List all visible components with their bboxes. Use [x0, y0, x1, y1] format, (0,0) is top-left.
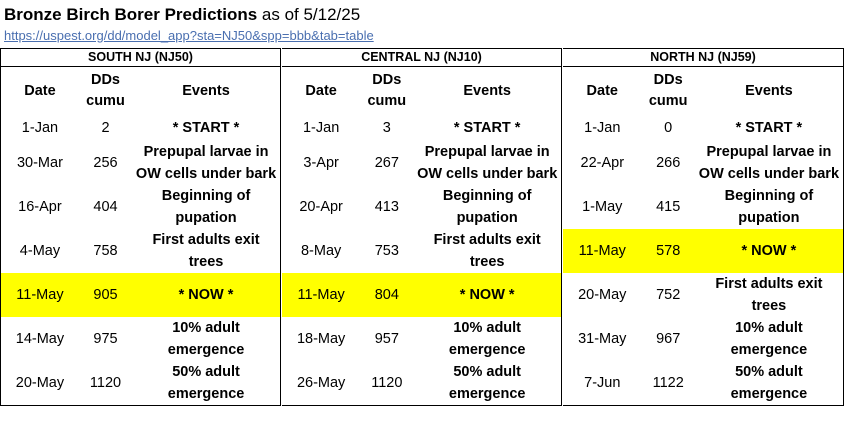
event-line1: Beginning of [724, 188, 814, 204]
event-line1: Beginning of [161, 188, 251, 204]
date-cell: 11-May [1, 273, 79, 317]
event-cell [695, 115, 844, 141]
event-line1: Prepupal larvae in [424, 144, 550, 160]
degree-days-cell: 975 [93, 331, 118, 347]
event-cell [695, 361, 844, 406]
dds-header-line1: DDs [653, 72, 683, 88]
dds-column-header [642, 67, 695, 116]
event-cell [132, 361, 280, 406]
table-row [1, 317, 281, 361]
event-line2: OW cells under bark [417, 166, 558, 182]
dds-column-header [79, 67, 132, 116]
table-row [1, 361, 281, 406]
event-line2: emergence [730, 342, 808, 358]
date-cell: 14-May [15, 331, 65, 347]
event-cell [413, 115, 561, 141]
event-line1: 50% adult [172, 364, 240, 380]
event-line1: * START * [453, 120, 521, 136]
event-cell [132, 185, 280, 229]
table-row [1, 229, 281, 273]
event-line1: * NOW * [178, 287, 234, 303]
degree-days-cell: 0 [664, 120, 673, 136]
date-cell: 20-Apr [299, 199, 343, 215]
event-line1: * START * [735, 120, 803, 136]
event-cell [413, 317, 561, 361]
date-cell: 20-May [15, 375, 65, 391]
date-cell: 4-May [19, 243, 61, 259]
date-cell: 11-May [282, 273, 360, 317]
table-row [563, 141, 844, 185]
date-column-header: Date [586, 82, 618, 99]
region-header: NORTH NJ (NJ59) [563, 49, 844, 67]
event-cell [132, 141, 280, 185]
table-row [282, 273, 562, 317]
table-row [282, 361, 562, 406]
table-row [282, 115, 562, 141]
table-row [1, 273, 281, 317]
event-line1: * NOW * [459, 287, 515, 303]
date-cell: 22-Apr [580, 155, 625, 171]
date-cell: 8-May [300, 243, 342, 259]
event-cell [413, 185, 561, 229]
degree-days-cell: 967 [656, 331, 681, 347]
date-cell: 1-May [582, 199, 623, 215]
table-row [563, 273, 844, 317]
event-cell [695, 185, 844, 229]
page-title [4, 5, 360, 25]
table-row [1, 115, 281, 141]
event-line2: pupation [175, 210, 237, 226]
degree-days-cell: 758 [93, 243, 118, 259]
table-row [563, 317, 844, 361]
event-line1: 10% adult [172, 320, 240, 336]
degree-days-cell: 752 [656, 287, 681, 303]
degree-days-cell: 753 [374, 243, 399, 259]
degree-days-cell: 957 [374, 331, 399, 347]
degree-days-cell: 1120 [89, 375, 122, 391]
event-cell [695, 273, 844, 317]
date-cell: 11-May [563, 229, 642, 273]
region-header: SOUTH NJ (NJ50) [1, 49, 281, 67]
degree-days-cell: 415 [656, 199, 681, 215]
event-line1: First adults exit [433, 232, 541, 248]
date-cell: 16-Apr [18, 199, 62, 215]
event-line2: emergence [167, 342, 245, 358]
date-cell: 20-May [578, 287, 627, 303]
event-cell [413, 273, 561, 317]
event-cell [695, 141, 844, 185]
table-row [563, 361, 844, 406]
date-cell: 31-May [578, 331, 627, 347]
event-cell [132, 115, 280, 141]
event-line2: trees [751, 298, 787, 314]
region-header: CENTRAL NJ (NJ10) [282, 49, 562, 67]
date-column-header: Date [24, 82, 56, 99]
degree-days-cell: 3 [382, 120, 391, 136]
event-line1: Prepupal larvae in [143, 144, 269, 160]
event-line2: emergence [448, 386, 526, 402]
event-line1: 50% adult [453, 364, 522, 380]
event-line1: Prepupal larvae in [706, 144, 832, 160]
event-line2: emergence [448, 342, 526, 358]
event-cell [132, 273, 280, 317]
table-row [563, 185, 844, 229]
degree-days-cell: 267 [374, 155, 399, 171]
degree-days-cell: 1122 [652, 375, 684, 391]
panel-south [0, 48, 281, 406]
date-cell: 18-May [296, 331, 346, 347]
date-column-header: Date [305, 82, 337, 99]
event-cell [413, 229, 561, 273]
event-line2: pupation [738, 210, 800, 226]
event-line2: emergence [730, 386, 808, 402]
event-cell [132, 229, 280, 273]
table-row [1, 141, 281, 185]
event-line1: 50% adult [735, 364, 803, 380]
event-line2: trees [188, 254, 224, 270]
event-line1: First adults exit [715, 276, 823, 292]
event-line1: 10% adult [453, 320, 522, 336]
date-cell: 1-Jan [584, 120, 621, 136]
event-line1: * NOW * [741, 243, 797, 259]
events-column-header: Events [182, 82, 230, 99]
panel-north [563, 48, 844, 406]
event-line1: 10% adult [735, 320, 803, 336]
degree-days-cell: 256 [93, 155, 118, 171]
event-line2: OW cells under bark [698, 166, 840, 182]
table-row [282, 185, 562, 229]
table-row [563, 229, 844, 273]
table-row [563, 115, 844, 141]
dds-header-line1: DDs [372, 72, 402, 88]
panel-central [282, 48, 562, 406]
event-line2: emergence [167, 386, 245, 402]
dds-header-line2: cumu [367, 93, 407, 109]
event-line1: First adults exit [152, 232, 260, 248]
event-cell [413, 141, 561, 185]
date-cell: 7-Jun [584, 375, 621, 391]
event-line1: * START * [172, 120, 240, 136]
events-column-header: Events [745, 82, 793, 99]
degree-days-cell: 905 [79, 273, 132, 317]
dds-header-line2: cumu [86, 93, 125, 109]
event-cell [132, 317, 280, 361]
date-cell: 1-Jan [302, 120, 340, 136]
table-row [1, 185, 281, 229]
table-row [282, 317, 562, 361]
table-row [282, 229, 562, 273]
degree-days-cell: 413 [374, 199, 399, 215]
degree-days-cell: 404 [93, 199, 118, 215]
title-date: as of 5/12/25 [257, 5, 361, 24]
events-column-header: Events [463, 82, 511, 99]
event-cell [413, 361, 561, 406]
source-link[interactable]: https://uspest.org/dd/model_app?sta=NJ50&spp=bbb&tab=table [4, 28, 374, 43]
event-line2: pupation [456, 210, 518, 226]
dds-header-line1: DDs [90, 72, 120, 88]
date-cell: 3-Apr [303, 155, 339, 171]
event-line2: OW cells under bark [135, 166, 277, 182]
degree-days-cell: 804 [360, 273, 413, 317]
dds-header-line2: cumu [648, 93, 688, 109]
event-cell [695, 317, 844, 361]
event-cell [695, 229, 844, 273]
degree-days-cell: 266 [656, 155, 681, 171]
degree-days-cell: 1120 [371, 375, 403, 391]
event-line2: trees [469, 254, 505, 270]
dds-column-header [360, 67, 413, 116]
title-main: Bronze Birch Borer Predictions [4, 5, 258, 24]
date-cell: 30-Mar [16, 155, 63, 171]
date-cell: 26-May [296, 375, 346, 391]
date-cell: 1-Jan [21, 120, 59, 136]
degree-days-cell: 578 [642, 229, 695, 273]
degree-days-cell: 2 [101, 120, 110, 136]
table-row [282, 141, 562, 185]
event-line1: Beginning of [442, 188, 532, 204]
